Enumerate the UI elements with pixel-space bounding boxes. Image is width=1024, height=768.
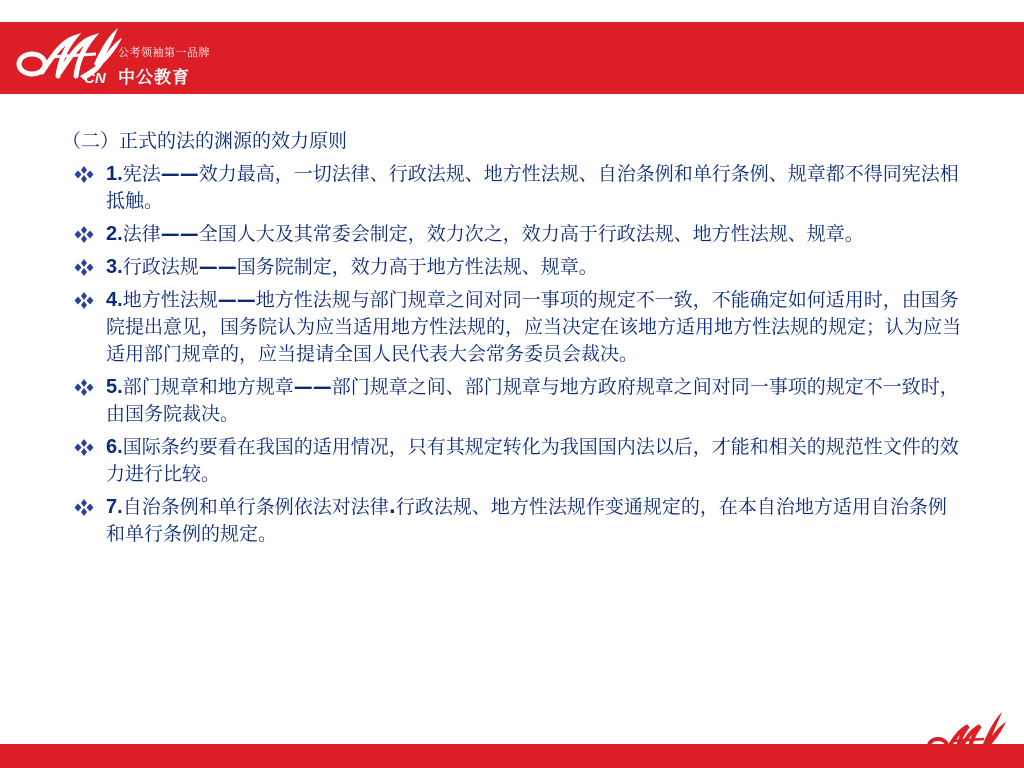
svg-text:CN: CN [980, 751, 998, 765]
brand-name: 中公教育 [118, 68, 190, 88]
item-text: 效力最高，一切法律、行政法规、地方性法规、自治条例和单行条例、规章都不得同宪法相抵触。 [106, 163, 959, 212]
item-number: 3. [106, 256, 123, 278]
item-title: 法律 [122, 223, 161, 245]
top-band [0, 0, 1024, 22]
item-title: 自治条例和单行条例依法对法律 [122, 496, 389, 518]
list-item [62, 434, 962, 488]
item-text: 全国人大及其常委会制定，效力次之，效力高于行政法规、地方性法规、规章。 [198, 223, 864, 245]
item-dash: —— [198, 256, 237, 278]
item-dash: —— [293, 376, 332, 398]
section-subtitle: （二）正式的法的渊源的效力原则 [62, 130, 348, 152]
offcn-footer-logo [922, 708, 1014, 766]
slide-content [62, 128, 962, 554]
footer-bar [0, 744, 1024, 768]
item-number: 2. [106, 223, 123, 245]
list-item [62, 221, 962, 248]
diamond-bullet-icon [72, 221, 96, 248]
item-text: 行政法规、地方性法规作变通规定的，在本自治地方适用自治条例和单行条例的规定。 [106, 496, 947, 545]
item-dash: . [388, 496, 396, 518]
item-title: 国际条约要看在我国的适用情况，只有其规定转化为我国国内法以后，才能和相关的规范性文件的效力进行比较。 [106, 436, 959, 485]
list-item [62, 254, 962, 281]
item-number: 1. [106, 163, 123, 185]
item-number: 7. [106, 496, 123, 518]
list-item [62, 374, 962, 428]
item-number: 5. [106, 376, 123, 398]
diamond-bullet-icon [72, 254, 96, 281]
diamond-bullet-icon [72, 434, 96, 461]
item-dash: —— [160, 223, 199, 245]
item-title: 部门规章和地方规章 [122, 376, 294, 398]
item-text: 地方性法规与部门规章之间对同一事项的规定不一致，不能确定如何适用时，由国务院提出意见，国务院认为应当适用地方性法规的，应当决定在该地方适用地方性法规的规定；认为应当适用部门规章的，应当提请全国人民代表大会常务委员会裁决。 [106, 289, 962, 365]
diamond-bullet-icon [72, 374, 96, 401]
item-dash: —— [217, 289, 256, 311]
item-text: 国务院制定，效力高于地方性法规、规章。 [236, 256, 598, 278]
item-title: 地方性法规 [122, 289, 218, 311]
item-number: 4. [106, 289, 123, 311]
item-text: 部门规章之间、部门规章与地方政府规章之间对同一事项的规定不一致时，由国务院裁决。 [106, 376, 959, 425]
svg-text:CN: CN [84, 70, 106, 87]
diamond-bullet-icon [72, 161, 96, 188]
diamond-bullet-icon [72, 287, 96, 314]
list-item [62, 494, 962, 548]
item-number: 6. [106, 436, 123, 458]
list-item [62, 161, 962, 215]
list-item [62, 287, 962, 368]
item-dash: —— [160, 163, 199, 185]
brand-tagline: 公考领袖第一品牌 [118, 46, 210, 59]
item-title: 行政法规 [122, 256, 199, 278]
item-title: 宪法 [122, 163, 161, 185]
diamond-bullet-icon [72, 494, 96, 521]
